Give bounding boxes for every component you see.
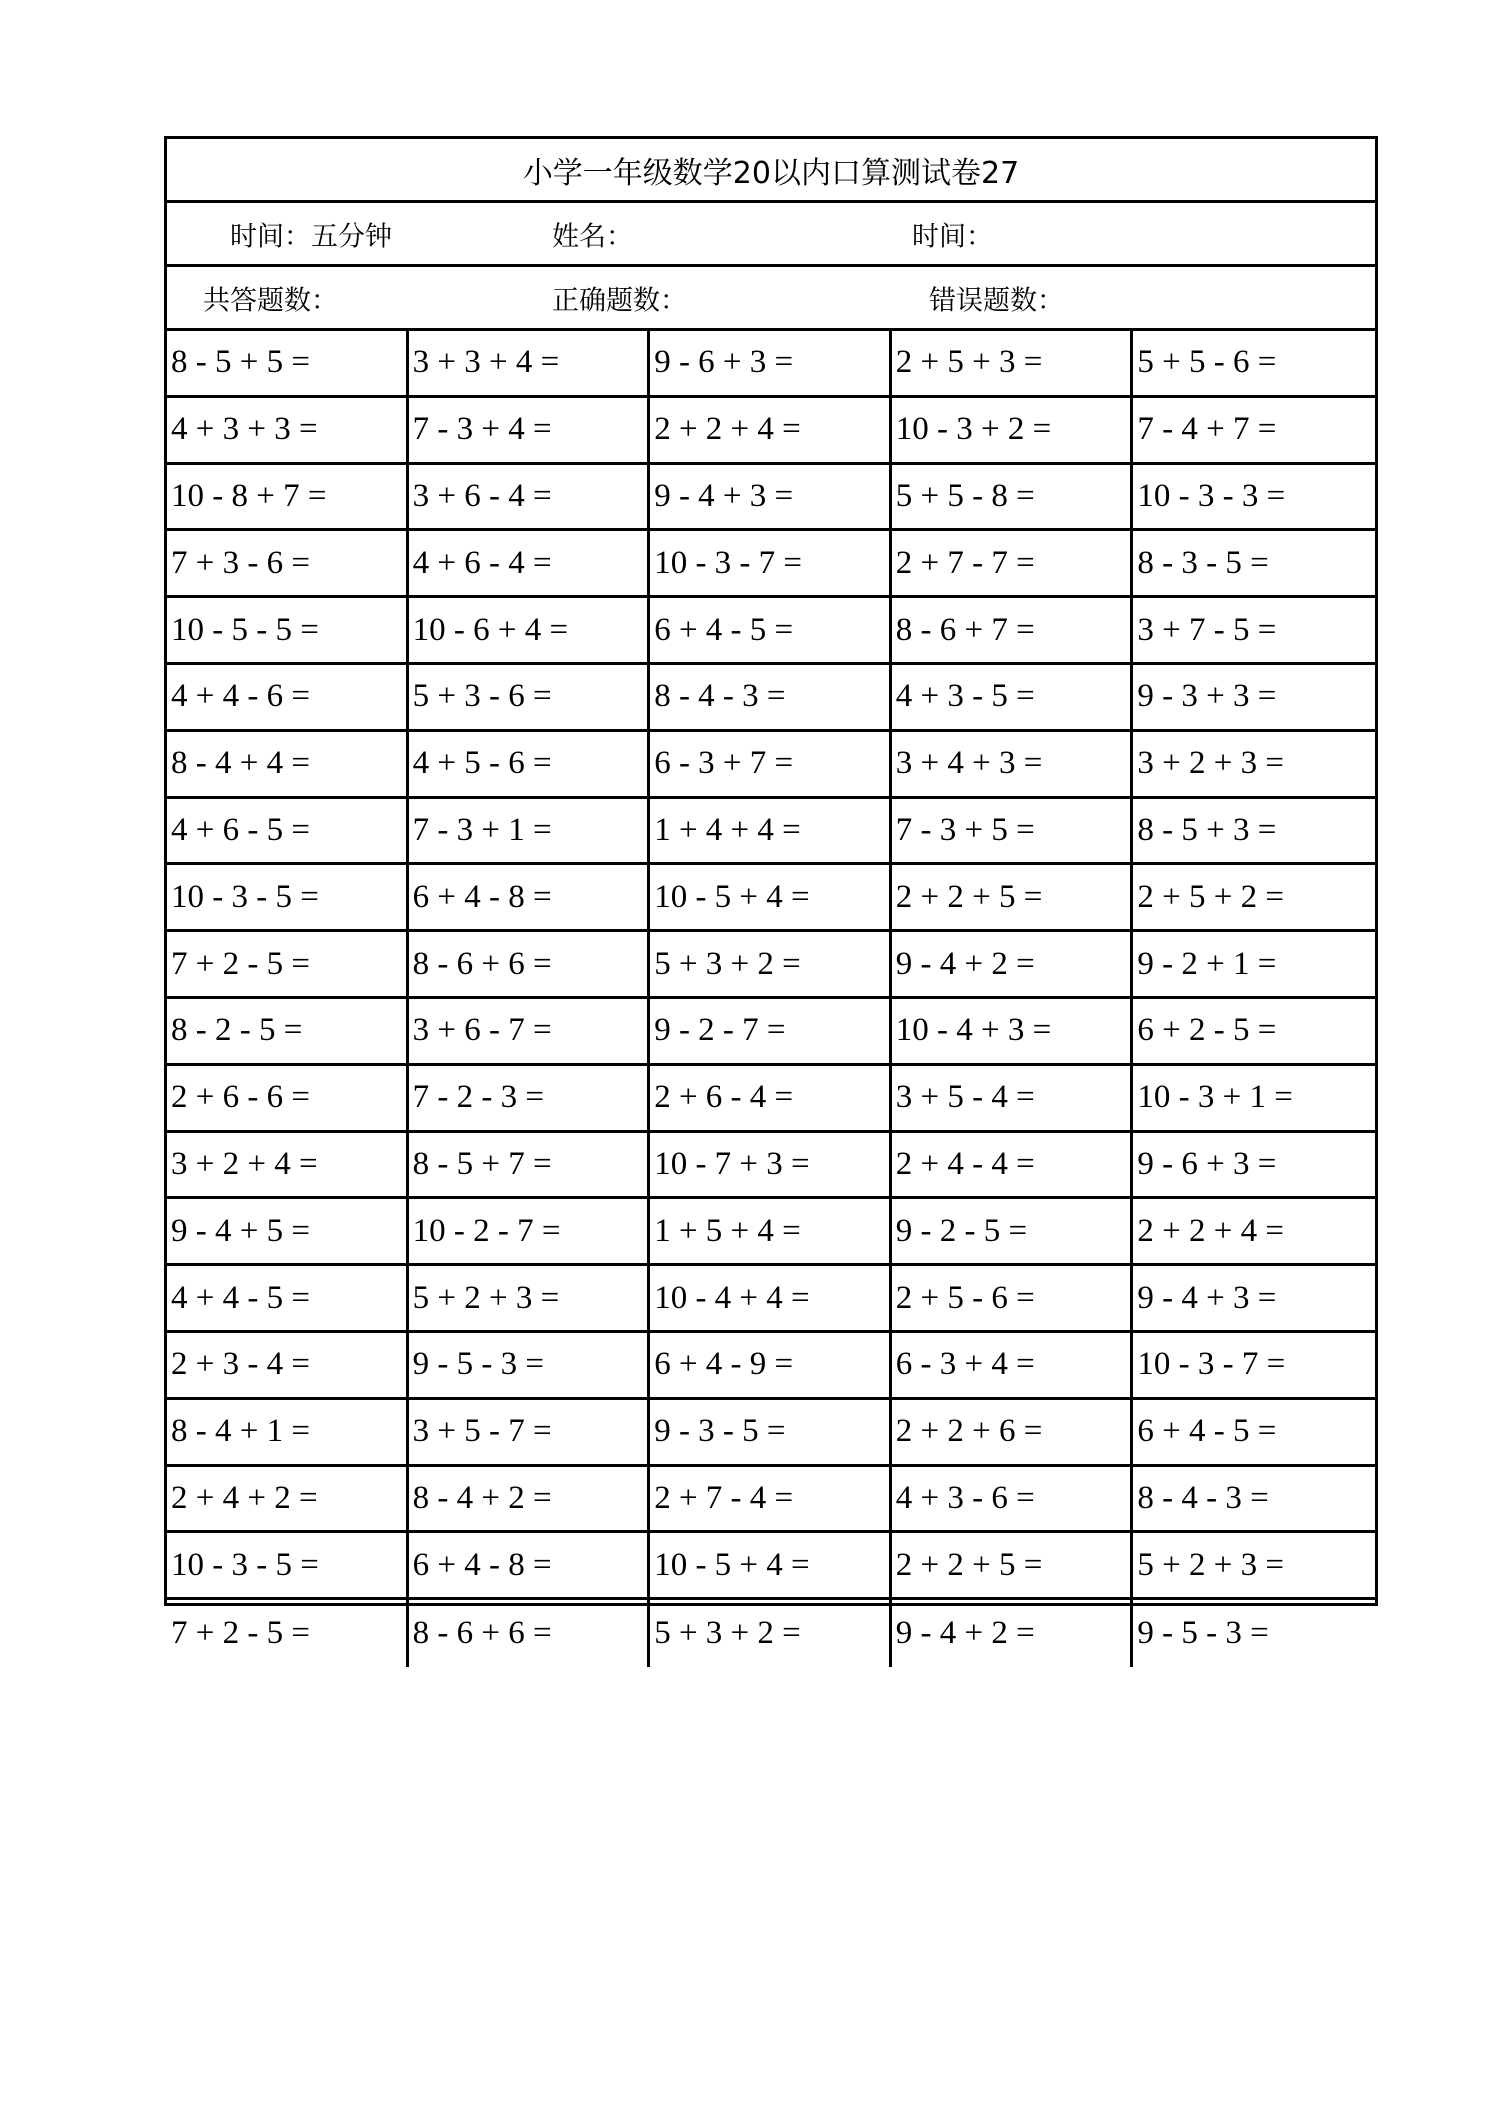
- problem-cell: 6 + 4 - 8 =: [409, 1533, 651, 1600]
- problem-cell: 4 + 6 - 5 =: [167, 799, 409, 866]
- problem-cell: 9 - 2 + 1 =: [1133, 932, 1375, 999]
- problem-cell: 10 - 6 + 4 =: [409, 598, 651, 665]
- problem-cell: 7 + 2 - 5 =: [167, 932, 409, 999]
- worksheet-table: [164, 136, 1378, 1652]
- problem-cell: 10 - 3 - 5 =: [167, 865, 409, 932]
- problem-cell: 2 + 2 + 4 =: [1133, 1199, 1375, 1266]
- problem-cell: 2 + 2 + 6 =: [892, 1400, 1134, 1467]
- problem-cell: 9 - 4 + 2 =: [892, 1600, 1134, 1667]
- problem-cell: 4 + 6 - 4 =: [409, 531, 651, 598]
- problem-cell: 6 + 4 - 5 =: [1133, 1400, 1375, 1467]
- problem-cell: 2 + 4 + 2 =: [167, 1467, 409, 1534]
- problem-cell: 10 - 3 + 1 =: [1133, 1066, 1375, 1133]
- correct-count-label: 正确题数：: [552, 285, 687, 316]
- problem-cell: 10 - 3 - 3 =: [1133, 465, 1375, 532]
- problem-cell: 10 - 3 - 7 =: [650, 531, 892, 598]
- problem-cell: 3 + 6 - 4 =: [409, 465, 651, 532]
- problem-cell: 8 - 2 - 5 =: [167, 999, 409, 1066]
- problem-cell: 8 - 4 - 3 =: [650, 665, 892, 732]
- info-row-scores: [167, 267, 1375, 331]
- problem-cell: 2 + 2 + 4 =: [650, 398, 892, 465]
- problem-cell: 8 - 5 + 3 =: [1133, 799, 1375, 866]
- wrong-count-label: 错误题数：: [929, 285, 1064, 316]
- problem-cell: 5 + 3 + 2 =: [650, 932, 892, 999]
- problem-cell: 2 + 6 - 6 =: [167, 1066, 409, 1133]
- problem-cell: 4 + 3 + 3 =: [167, 398, 409, 465]
- problem-cell: 10 - 3 - 5 =: [167, 1533, 409, 1600]
- problem-cell: 9 - 5 - 3 =: [1137, 1615, 1269, 1652]
- problem-cell: 9 - 4 + 2 =: [892, 932, 1134, 999]
- problem-cell: 2 + 2 + 5 =: [892, 1533, 1134, 1600]
- problem-cell: 8 - 5 + 7 =: [409, 1133, 651, 1200]
- problem-cell: 2 + 6 - 4 =: [650, 1066, 892, 1133]
- problem-cell: 5 + 5 - 8 =: [892, 465, 1134, 532]
- problem-cell: 8 - 4 + 1 =: [167, 1400, 409, 1467]
- problem-cell: 2 + 5 + 2 =: [1133, 865, 1375, 932]
- problem-cell: 2 + 3 - 4 =: [167, 1333, 409, 1400]
- problem-cell: 3 + 2 + 4 =: [167, 1133, 409, 1200]
- problem-cell: 4 + 5 - 6 =: [409, 732, 651, 799]
- problem-cell: 8 - 4 - 3 =: [1133, 1467, 1375, 1534]
- problem-cell: 10 - 4 + 4 =: [650, 1266, 892, 1333]
- problem-cell: 1 + 5 + 4 =: [650, 1199, 892, 1266]
- problem-cell: 9 - 2 - 5 =: [892, 1199, 1134, 1266]
- problem-cell: 3 + 4 + 3 =: [892, 732, 1134, 799]
- problem-cell: 7 - 3 + 4 =: [409, 398, 651, 465]
- problem-cell: 6 - 3 + 7 =: [650, 732, 892, 799]
- time-limit-label: 时间：五分钟: [230, 221, 392, 252]
- problem-cell: 4 + 4 - 5 =: [167, 1266, 409, 1333]
- problem-cell: 9 - 2 - 7 =: [650, 999, 892, 1066]
- problem-cell: 10 - 5 + 4 =: [650, 1533, 892, 1600]
- problem-cell: 3 + 5 - 7 =: [409, 1400, 651, 1467]
- problem-cell: 2 + 7 - 4 =: [650, 1467, 892, 1534]
- time-field-label: 时间：: [912, 221, 993, 252]
- problem-cell: 8 - 5 + 5 =: [167, 331, 409, 398]
- problem-cell: 2 + 7 - 7 =: [892, 531, 1134, 598]
- problem-cell: 2 + 5 + 3 =: [892, 331, 1134, 398]
- problem-cell: 2 + 2 + 5 =: [892, 865, 1134, 932]
- problem-cell: 3 + 7 - 5 =: [1133, 598, 1375, 665]
- total-count-label: 共答题数：: [203, 285, 338, 316]
- problem-cell: 1 + 4 + 4 =: [650, 799, 892, 866]
- problem-cell: 5 + 3 - 6 =: [409, 665, 651, 732]
- worksheet-title: 小学一年级数学20以内口算测试卷27: [522, 155, 1020, 191]
- problem-cell: 6 + 2 - 5 =: [1133, 999, 1375, 1066]
- problem-cell: 8 - 6 + 6 =: [409, 1600, 651, 1667]
- problem-cell: 5 + 3 + 2 =: [650, 1600, 892, 1667]
- problem-cell: 9 - 4 + 3 =: [1133, 1266, 1375, 1333]
- info-row-time-name: [167, 203, 1375, 267]
- problem-cell: 8 - 4 + 4 =: [167, 732, 409, 799]
- problem-cell: 10 - 3 + 2 =: [892, 398, 1134, 465]
- problem-cell: 8 - 6 + 6 =: [409, 932, 651, 999]
- worksheet-title-row: [167, 139, 1375, 203]
- problem-cell: 5 + 2 + 3 =: [1133, 1533, 1375, 1600]
- problem-cell: 3 + 2 + 3 =: [1133, 732, 1375, 799]
- problem-cell: 9 - 6 + 3 =: [1133, 1133, 1375, 1200]
- problem-cell: 9 - 6 + 3 =: [650, 331, 892, 398]
- problem-cell: 4 + 3 - 5 =: [892, 665, 1134, 732]
- problem-cell: 8 - 3 - 5 =: [1133, 531, 1375, 598]
- problem-cell: 7 - 3 + 5 =: [892, 799, 1134, 866]
- problem-cell: 6 - 3 + 4 =: [892, 1333, 1134, 1400]
- problem-cell: 3 + 3 + 4 =: [409, 331, 651, 398]
- problem-cell: 5 + 2 + 3 =: [409, 1266, 651, 1333]
- problem-cell: 7 + 3 - 6 =: [167, 531, 409, 598]
- problem-cell: 3 + 5 - 4 =: [892, 1066, 1134, 1133]
- problem-cell: 9 - 3 + 3 =: [1133, 665, 1375, 732]
- problem-cell: 10 - 5 - 5 =: [167, 598, 409, 665]
- problem-cell: 10 - 5 + 4 =: [650, 865, 892, 932]
- problem-cell: 7 + 2 - 5 =: [167, 1600, 409, 1667]
- problem-cell: 8 - 4 + 2 =: [409, 1467, 651, 1534]
- problem-cell: 10 - 3 - 7 =: [1133, 1333, 1375, 1400]
- name-field-label: 姓名：: [552, 221, 633, 252]
- problem-cell: 10 - 7 + 3 =: [650, 1133, 892, 1200]
- problem-cell: 6 + 4 - 5 =: [650, 598, 892, 665]
- problem-cell: 9 - 3 - 5 =: [650, 1400, 892, 1467]
- problem-cell: 10 - 4 + 3 =: [892, 999, 1134, 1066]
- problem-cell: 5 + 5 - 6 =: [1133, 331, 1375, 398]
- problem-cell: 6 + 4 - 9 =: [650, 1333, 892, 1400]
- problem-cell: 2 + 5 - 6 =: [892, 1266, 1134, 1333]
- problem-cell: 4 + 3 - 6 =: [892, 1467, 1134, 1534]
- problem-cell: 7 - 4 + 7 =: [1133, 398, 1375, 465]
- problem-cell: 2 + 4 - 4 =: [892, 1133, 1134, 1200]
- problem-cell: 9 - 4 + 3 =: [650, 465, 892, 532]
- problem-grid: [167, 331, 1375, 1667]
- problem-cell: 7 - 2 - 3 =: [409, 1066, 651, 1133]
- problem-cell: 9 - 5 - 3 =: [409, 1333, 651, 1400]
- problem-cell: 9 - 4 + 5 =: [167, 1199, 409, 1266]
- problem-cell: 6 + 4 - 8 =: [409, 865, 651, 932]
- problem-cell: 10 - 8 + 7 =: [167, 465, 409, 532]
- problem-cell: 3 + 6 - 7 =: [409, 999, 651, 1066]
- problem-cell: 7 - 3 + 1 =: [409, 799, 651, 866]
- problem-cell: 8 - 6 + 7 =: [892, 598, 1134, 665]
- problem-cell: 4 + 4 - 6 =: [167, 665, 409, 732]
- problem-cell: 10 - 2 - 7 =: [409, 1199, 651, 1266]
